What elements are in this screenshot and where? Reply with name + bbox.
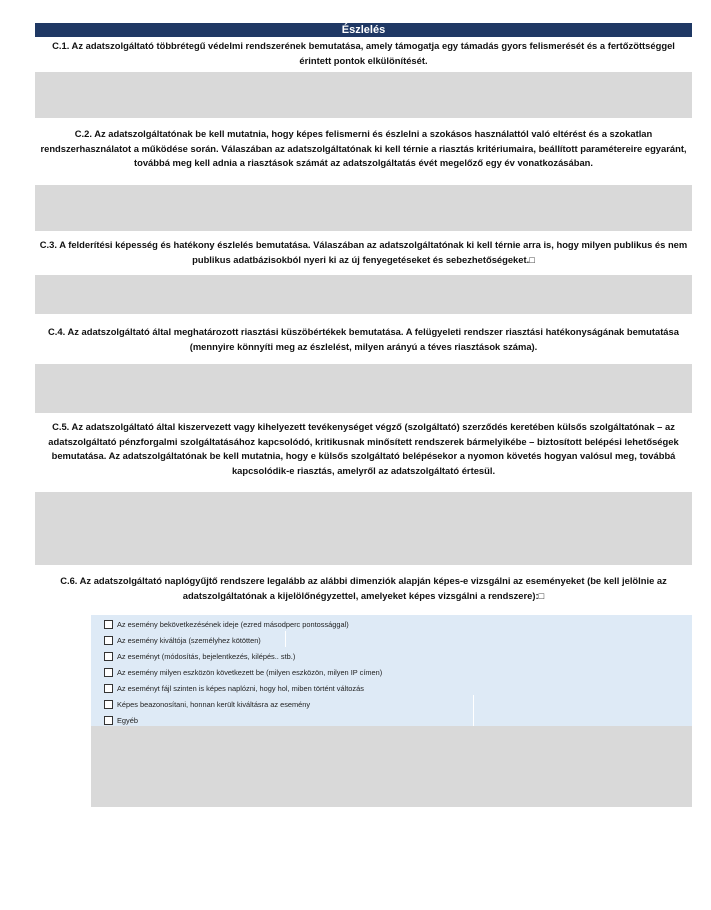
check-row-device[interactable]: [104, 665, 382, 679]
check-row-initiator[interactable]: [104, 633, 261, 647]
dimension-checklist: [91, 615, 692, 726]
answer-field-c1[interactable]: [35, 72, 692, 118]
check-row-time[interactable]: [104, 617, 349, 631]
checkbox-label: Az eseményt fájl szinten is képes naplózni, hogy hol, miben történt változás: [117, 683, 364, 693]
check-row-origin[interactable]: [104, 697, 310, 711]
answer-field-c4[interactable]: [35, 364, 692, 413]
question-c6: C.6. Az adatszolgáltató naplógyűjtő rendszere legalább az alábbi dimenziók alapján képes-e vizsgálni az eseményeket (be kell jelölnie az adatszolgáltatónak a kijelölőnégyzettel, amelyeket képes vizsgálni a rendszere):□: [60, 575, 667, 601]
checkbox[interactable]: [104, 700, 113, 709]
question-c4: C.4. Az adatszolgáltató által meghatározott riasztási küszöbértékek bemutatása. A felügyeleti rendszer riasztási hatékonyságának bemutatása (mennyire könnyíti meg az észlelést, milyen arányú a téves riasztások száma).: [48, 326, 679, 352]
checkbox[interactable]: [104, 716, 113, 725]
checkbox[interactable]: [104, 652, 113, 661]
checkbox[interactable]: [104, 636, 113, 645]
checkbox[interactable]: [104, 684, 113, 693]
checkbox-label: Egyéb: [117, 715, 138, 725]
question-c3: C.3. A felderítési képesség és hatékony észlelés bemutatása. Válaszában az adatszolgáltatónak ki kell térnie arra is, hogy milyen publikus és nem publikus adatbázisokból nyeri ki az új fenyegetéseket és sebezhetőségeket.□: [39, 239, 688, 265]
checkbox[interactable]: [104, 668, 113, 677]
answer-field-c5[interactable]: [35, 492, 692, 565]
question-c5: C.5. Az adatszolgáltató által kiszervezett vagy kihelyezett tevékenységet végző (szolgáltató) szerződés keretében külsős szolgáltatónak – az adatszolgáltató pénzforgalmi szolgáltatásához kapcsolódó, kritikusnak minősített rendszerek bármelyikébe – biztosított belépési lehetőségek bemutatása. Az adatszolgáltatónak be kell mutatnia, hogy e külsős szolgáltató belépésekor a nyomon követés hogyan valósul meg, továbbá kapcsolódik-e riasztás, amelyről az adatszolgáltató értesül.: [48, 421, 679, 476]
checkbox-label: Az esemény bekövetkezésének ideje (ezred másodperc pontossággal): [117, 619, 349, 629]
answer-field-c6[interactable]: [91, 726, 692, 807]
question-c2: C.2. Az adatszolgáltatónak be kell mutatnia, hogy képes felismerni és észlelni a szokásos használattól való eltérést és a szokatlan rendszerhasználatot a működése során. Válaszában az adatszolgáltatónak ki kell térnie a riasztás kritériumaira, beállított paramétereire egyaránt, továbbá meg kell adnia a riasztások számát az adatszolgáltatás évét megelőző egy év vonatkozásában.: [40, 128, 687, 169]
check-row-file-level[interactable]: [104, 681, 364, 695]
checkbox-label: Az eseményt (módosítás, bejelentkezés, kilépés.. stb.): [117, 651, 296, 661]
section-header: [35, 23, 692, 37]
section-title: Észlelés: [341, 24, 386, 36]
answer-field-c3[interactable]: [35, 275, 692, 314]
cell-divider: [285, 631, 286, 647]
checkbox[interactable]: [104, 620, 113, 629]
check-row-event-type[interactable]: [104, 649, 295, 663]
answer-field-c2[interactable]: [35, 185, 692, 231]
checkbox-label: Képes beazonosítani, honnan került kiváltásra az esemény: [117, 699, 311, 709]
check-row-other[interactable]: [104, 713, 138, 727]
question-c1: C.1. Az adatszolgáltató többrétegű védelmi rendszerének bemutatása, amely támogatja egy támadás gyors felismerését és a fertőzöttséggel érintett pontok elkülönítését.: [52, 40, 675, 66]
cell-divider: [473, 695, 474, 726]
checkbox-label: Az esemény milyen eszközön következett be (milyen eszközön, milyen IP címen): [117, 667, 383, 677]
checkbox-label: Az esemény kiváltója (személyhez kötötten): [117, 635, 261, 645]
